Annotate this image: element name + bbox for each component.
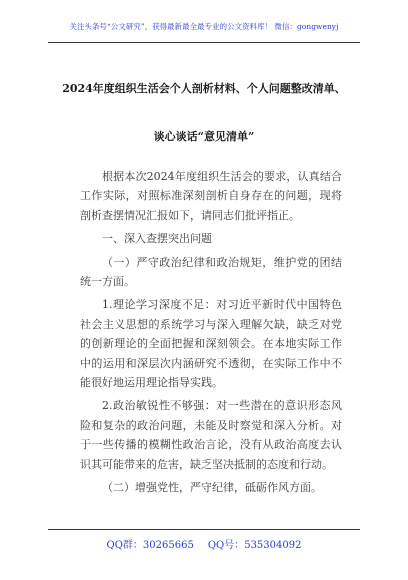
body-paragraph: 1.理论学习深度不足：对习近平新时代中国特色社会主义思想的系统学习与深入理解欠缺，缺乏对党的创新理论的全面把握和深刻领会。在本地实际工作中的运用和深层次内涵研究不透彻，在实际工作中不能很好地运用理论指导实践。 (80, 298, 342, 390)
header-divider (48, 42, 360, 43)
document-title-line-1: 2024年度组织生活会个人剖析材料、个人问题整改清单、 (62, 82, 346, 95)
subsection-heading: （二）增强党性，严守纪律，砥砺作风方面。 (102, 481, 322, 495)
qq-group-text: QQ群：30265665 (106, 540, 194, 551)
document-body (80, 167, 342, 498)
body-paragraph: 2.政治敏锐性不够强：对一些潜在的意识形态风险和复杂的政治问题，未能及时察觉和深入分析。对于一些传播的模糊性政治言论，没有从政治高度去认识其可能带来的危害，缺乏坚决抵制的态度和行动。 (80, 399, 342, 471)
footer-contact (0, 536, 408, 551)
header-banner: 关注头条号“公文研究”，获得最新最全最专业的公文资料库！ 微信：gongwenyj (69, 22, 339, 31)
section-heading: 一、深入查摆突出问题 (102, 232, 212, 246)
subsection-heading: （一）严守政治纪律和政治规矩，维护党的团结统一方面。 (80, 255, 342, 289)
intro-paragraph: 根据本次2024年度组织生活会的要求，认真结合工作实际，对照标准深刻剖析自身存在的问题，现将剖析查摆情况汇报如下，请同志们批评指正。 (80, 170, 342, 222)
qq-number-text: QQ号：535304092 (207, 540, 302, 551)
footer-divider (48, 529, 360, 530)
document-title-line-2: 谈心谈话“意见清单” (153, 130, 255, 143)
